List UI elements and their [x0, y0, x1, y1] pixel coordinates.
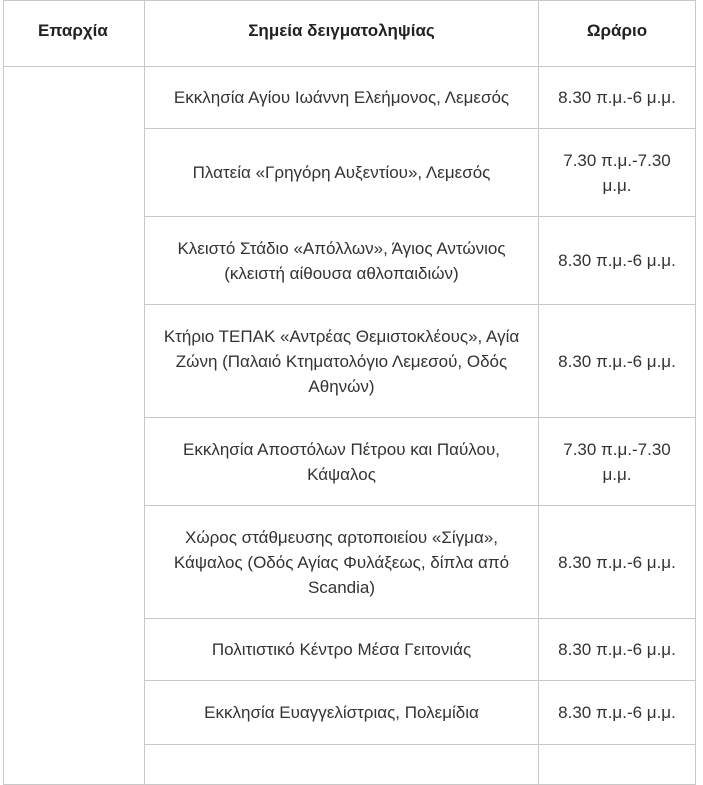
location-cell: Πλατεία «Γρηγόρη Αυξεντίου», Λεμεσός — [145, 129, 539, 217]
hours-cell: 8.30 π.μ.-6 μ.μ. — [539, 217, 696, 305]
header-row — [4, 1, 696, 67]
location-cell: Εκκλησία Αγίου Ιωάννη Ελεήμονος, Λεμεσός — [145, 67, 539, 129]
hours-cell: 8.30 π.μ.-6 μ.μ. — [539, 619, 696, 681]
hours-cell: 7.30 π.μ.-7.30 μ.μ. — [539, 418, 696, 506]
location-cell: Χώρος στάθμευσης αρτοποιείου «Σίγμα», Κάψαλος (Οδός Αγίας Φυλάξεως, δίπλα από Scandia) — [145, 506, 539, 619]
hours-cell: 7.30 π.μ.-7.30 μ.μ. — [539, 129, 696, 217]
location-cell: Πολιτιστικό Κέντρο Μέσα Γειτονιάς — [145, 619, 539, 681]
hours-cell: 8.30 π.μ.-6 μ.μ. — [539, 67, 696, 129]
table-body — [4, 67, 696, 785]
header-hours: Ωράριο — [539, 1, 696, 67]
header-location: Σημεία δειγματοληψίας — [145, 1, 539, 67]
table-row — [4, 67, 696, 129]
location-cell: Κλειστό Στάδιο «Απόλλων», Άγιος Αντώνιος (κλειστή αίθουσα αθλοπαιδιών) — [145, 217, 539, 305]
location-cell: Εκκλησία Αποστόλων Πέτρου και Παύλου, Κάψαλος — [145, 418, 539, 506]
sampling-points-table — [3, 0, 696, 785]
hours-cell: 8.30 π.μ.-6 μ.μ. — [539, 506, 696, 619]
header-region: Επαρχία — [4, 1, 145, 67]
location-cell-empty — [145, 745, 539, 785]
hours-cell: 8.30 π.μ.-6 μ.μ. — [539, 305, 696, 418]
region-cell — [4, 67, 145, 785]
table-header — [4, 1, 696, 67]
location-cell: Κτήριο ΤΕΠΑΚ «Αντρέας Θεμιστοκλέους», Αγία Ζώνη (Παλαιό Κτηματολόγιο Λεμεσού, Οδός Αθηνών) — [145, 305, 539, 418]
hours-cell-empty — [539, 745, 696, 785]
location-cell: Εκκλησία Ευαγγελίστριας, Πολεμίδια — [145, 681, 539, 745]
hours-cell: 8.30 π.μ.-6 μ.μ. — [539, 681, 696, 745]
